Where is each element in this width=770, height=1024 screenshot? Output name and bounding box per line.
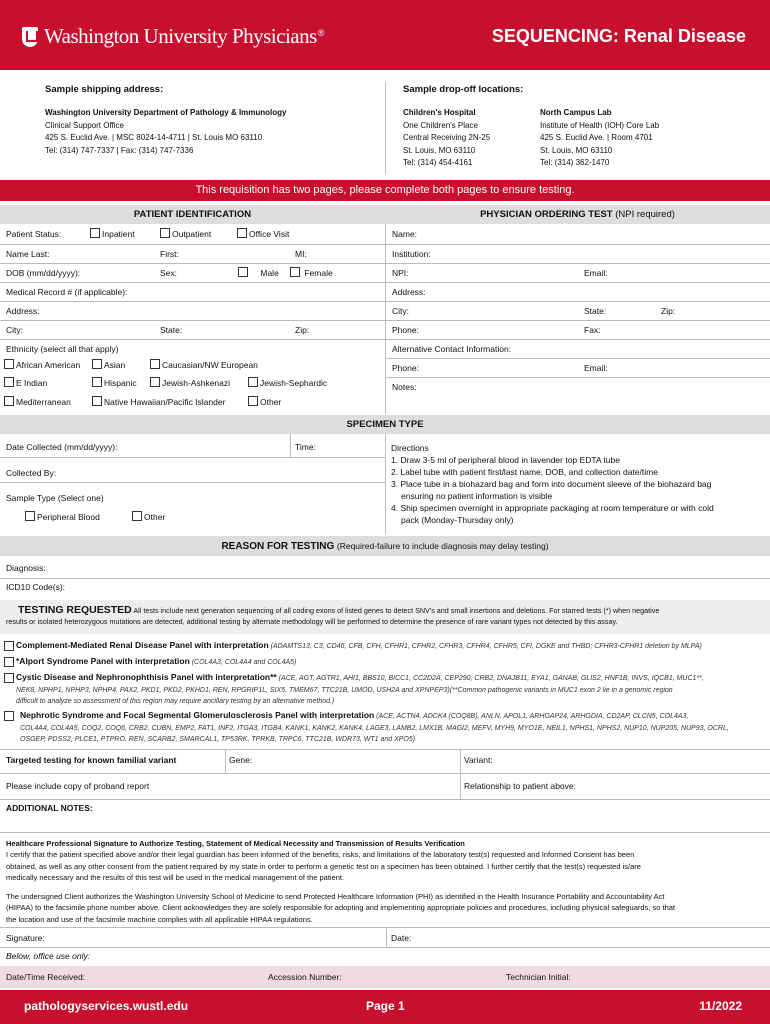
page-title: SEQUENCING: Renal Disease <box>491 26 746 46</box>
test-genes: NEK8, NPHP1, NPHP3, NPHP4, PAX2, PKD1, PKD2, PKHD1, REN, RPGRIP1L, SIX5, TMEM67, TTC21B, UMOD, USH2A and XPNPEP3)(**Common pathogenic variants in MUC1 exon 2 lie in a genomic region <box>16 686 673 694</box>
mrn-field[interactable] <box>0 282 385 301</box>
peripheral-blood-checkbox[interactable] <box>25 511 35 521</box>
test-name: Complement-Mediated Renal Disease Panel with interpretation <box>16 640 269 650</box>
shield-icon <box>22 27 38 47</box>
gene-label: Gene: <box>229 755 253 765</box>
technician-label: Technician Initial: <box>506 972 571 982</box>
test-genes: (ADAMTS13, C3, CD46, CFB, CFH, CFHR1, CFHR2, CFHR3, CFHR4, CFHR5, CFI, DGKE and THBD; CFHR3-CFHR1 deletion by MLPA) <box>270 643 702 650</box>
divider <box>225 749 226 773</box>
loc-line: St. Louis, MO 63110 <box>540 145 613 155</box>
divider <box>386 927 387 947</box>
test-genes: (COL4A3, COL4A4 and COL4A5) <box>191 659 297 666</box>
state-label: State: <box>160 325 183 335</box>
test-checkbox[interactable] <box>4 641 14 651</box>
dropoff-heading: Sample drop-off locations: <box>403 84 524 95</box>
alt-contact-heading <box>386 339 770 358</box>
sample-other-checkbox[interactable] <box>132 511 142 521</box>
statement-line: the location and use of the facsimile machine complies with all applicable HIPAA regulations. <box>6 914 313 924</box>
shipping-heading: Sample shipping address: <box>45 84 164 95</box>
specimen-heading: SPECIMEN TYPE <box>0 415 770 434</box>
tests-note: All tests include next generation sequencing of all coding exons of listed genes to detect SNV's and small insertions and deletions. For starred tests (*) when negative <box>133 606 660 615</box>
notes-area[interactable] <box>0 818 770 832</box>
direction-step: 3. Place tube in a biohazard bag and form into document sleeve of the biohazard bag <box>391 479 712 489</box>
reason-sub: (Required-failure to include diagnosis may delay testing) <box>336 541 549 551</box>
page-number: Page 1 <box>366 999 405 1013</box>
notes-field[interactable] <box>386 377 770 396</box>
directions-title: Directions <box>391 443 429 453</box>
collected-by-label: Collected By: <box>6 468 57 478</box>
divider <box>0 578 770 579</box>
dropoff-loc1 <box>403 107 490 170</box>
statement-line: The undersigned Client authorizes the Washington University School of Medicine to send Protected Healthcare Information (PHI) as identified in the Health Insurance Portability and Accountability Act <box>6 892 665 902</box>
tests-title: TESTING REQUESTED <box>18 604 132 616</box>
patient-section <box>0 225 385 414</box>
footer-url[interactable]: pathologyservices.wustl.edu <box>24 999 189 1013</box>
specimen-directions <box>391 442 766 526</box>
test-genes: (ACE, ACTN4, ADCK4 (COQ8B), ANLN, APOL1, ARHGAP24, ARHGDIA, CD2AP, CLCN5, COL4A3, <box>376 713 689 720</box>
sample-type-heading <box>0 482 385 507</box>
tests-list <box>4 640 766 748</box>
sample-other-label: Other <box>144 512 166 522</box>
eth-label: Hispanic <box>104 378 137 388</box>
eth-label: Asian <box>104 360 126 370</box>
page-header <box>0 0 770 70</box>
eth-label: Jewish-Sephardic <box>260 378 328 388</box>
test-name: Cystic Disease and Nephronophthisis Panel with interpretation** <box>16 672 277 682</box>
office-visit-label: Office Visit <box>249 229 290 239</box>
office-use-row <box>0 966 770 988</box>
direction-step: 1. Draw 3-5 ml of peripheral blood in lavender top EDTA tube <box>391 455 620 465</box>
signature-title: Healthcare Professional Signature to Authorize Testing, Statement of Medical Necessity and Transmission of Results Verification <box>6 839 465 848</box>
reason-title: REASON FOR TESTING <box>221 541 335 552</box>
test-name: Nephrotic Syndrome and Focal Segmental Glomerulosclerosis Panel with interpretation <box>20 710 375 720</box>
diagnosis-field[interactable] <box>6 563 46 573</box>
phys-address-label: Address: <box>392 287 426 297</box>
phys-name-label: Name: <box>392 229 418 239</box>
loc-line: Tel: (314) 454-4161 <box>403 158 473 167</box>
eth-checkbox[interactable] <box>92 359 102 369</box>
shipping-line: Clinical Support Office <box>45 120 124 130</box>
loc-line: Central Receiving 2N-25 <box>403 133 491 142</box>
eth-label: African American <box>16 360 81 370</box>
eth-label: Mediterranean <box>16 397 71 407</box>
loc-name: Children's Hospital <box>403 108 476 117</box>
eth-label: Jewish-Ashkenazi <box>162 378 231 388</box>
variant-field[interactable] <box>464 755 493 765</box>
outpatient-label: Outpatient <box>172 229 212 239</box>
notes-label: Notes: <box>392 382 417 392</box>
test-genes: (ACE, AGT, AGTR1, AHI1, BBS10, BICC1, CC2D2A, CEP290, CRB2, DNAJB11, EYA1, GANAB, GLIS2, HNF1B, INVS, IQCB1, MUC1**, <box>278 675 704 682</box>
two-page-banner: This requisition has two pages, please complete both pages to ensure testing. <box>0 180 770 201</box>
additional-notes-title: ADDITIONAL NOTES: <box>6 803 93 813</box>
date-collected-field[interactable] <box>0 438 385 457</box>
statement-line: obtained, as well as any other consent from the patient required by my state in order to perform a genetic test on a specimen has been obtained. I further certify that the test(s) requested is/are <box>6 861 641 871</box>
address-field[interactable] <box>0 301 385 320</box>
page-footer <box>0 990 770 1024</box>
name-last-label: Name Last: <box>6 249 50 259</box>
institution-label: Institution: <box>392 249 431 259</box>
relationship-label: Relationship to patient above: <box>464 781 576 791</box>
eth-label: E Indian <box>16 378 48 388</box>
divider <box>0 947 770 948</box>
phys-name-field[interactable] <box>386 225 770 244</box>
direction-step: ensuring no patient information is visible <box>401 491 553 501</box>
reason-heading <box>0 536 770 556</box>
mrn-label: Medical Record # (if applicable): <box>6 287 128 297</box>
direction-step: 4. Ship specimen overnight in appropriate packaging at room temperature or with cold <box>391 503 714 513</box>
collected-by-field[interactable] <box>0 457 385 482</box>
office-use-title: Below, office use only: <box>6 951 91 961</box>
address-label: Address: <box>6 306 40 316</box>
shipping-line: 425 S. Euclid Ave. | MSC 8024-14-4711 | St. Louis MO 63110 <box>45 133 263 142</box>
eth-checkbox[interactable] <box>92 377 102 387</box>
inpatient-label: Inpatient <box>102 229 135 239</box>
dob-label: DOB (mm/dd/yyyy): <box>6 268 81 278</box>
date-collected-label: Date Collected (mm/dd/yyyy): <box>6 442 118 452</box>
city-label: City: <box>6 325 23 335</box>
statement-line: I certify that the patient specified above and/or their legal guardian has been informed of the benefits, risks, and limitations of the laboratory test(s) requested and Informed Consent has been <box>6 850 635 860</box>
divider <box>0 773 770 774</box>
test-genes: OSGEP, PDSS2, PLCE1, PTPRO, REN, SCARB2, SMARCAL1, TP53RK, TPRKB, TRPC6, TTC21B, WDR73, WT1 and XPO5) <box>20 736 416 743</box>
sign-date-label: Date: <box>391 933 412 943</box>
loc-name: North Campus Lab <box>540 108 612 117</box>
eth-checkbox[interactable] <box>4 396 14 406</box>
female-label: Female <box>304 268 333 278</box>
loc-line: St. Louis, MO 63110 <box>403 145 476 155</box>
patient-id-heading: PATIENT IDENTIFICATION <box>0 205 385 224</box>
dob-field[interactable] <box>0 263 385 282</box>
ethnicity-options <box>0 358 385 414</box>
female-checkbox[interactable] <box>290 267 300 277</box>
phys-state-label: State: <box>584 306 607 316</box>
mi-label: MI: <box>295 249 307 259</box>
accession-label: Accession Number: <box>268 972 342 982</box>
sample-type-options <box>0 507 385 529</box>
icd-field[interactable] <box>6 582 65 592</box>
logo <box>22 24 324 49</box>
phys-zip-label: Zip: <box>661 306 676 316</box>
divider <box>0 749 770 750</box>
proband-note: Please include copy of proband report <box>6 781 150 791</box>
physician-heading <box>385 205 770 224</box>
logo-text: Washington University Physicians <box>44 24 317 48</box>
phys-city-field[interactable] <box>386 301 770 320</box>
npi-field[interactable] <box>386 263 770 282</box>
phys-fax-label: Fax: <box>584 325 601 335</box>
phys-address-field[interactable] <box>386 282 770 301</box>
signature-label: Signature: <box>6 933 45 943</box>
inpatient-checkbox[interactable] <box>90 228 100 238</box>
shipping-address <box>45 107 287 157</box>
time-label: Time: <box>295 442 316 452</box>
divider <box>460 749 461 799</box>
statement-line: medically necessary and the results of this test will be used in the medical management of the patient. <box>6 872 345 882</box>
phys-phone-field[interactable] <box>386 320 770 339</box>
test-name: *Alport Syndrome Panel with interpretation <box>16 656 190 666</box>
loc-line: 425 S. Euclid Ave. | Room 4701 <box>540 133 653 142</box>
tests-heading <box>0 600 770 634</box>
divider <box>0 799 770 800</box>
phys-phone-label: Phone: <box>392 325 419 335</box>
signature-statement <box>6 838 766 925</box>
sample-type-label: Sample Type (Select one) <box>6 493 104 503</box>
logo-mark: ® <box>317 27 325 38</box>
form-date: 11/2022 <box>699 999 742 1013</box>
divider <box>290 434 291 457</box>
direction-step: 2. Label tube with patient first/last name, DOB, and collection date/time <box>391 467 658 477</box>
variant-label: Variant: <box>464 755 493 765</box>
test-genes: COL4A4, COL4A5, COQ2, COQ6, CRB2, CUBN, EMP2, FAT1, INF2, ITGA3, ITGB4, KANK1, KANK2, KANK4, LAGE3, LAMB2, LMX1B, MAGI2, MEFV, MYH9, MYO1E, NEIL1, NPHS1, NPHS2, NUP10, NUP205, NUP93, OCRL, <box>20 724 729 732</box>
eth-checkbox[interactable] <box>150 359 160 369</box>
test-checkbox[interactable] <box>4 657 14 667</box>
peripheral-blood-label: Peripheral Blood <box>37 512 100 522</box>
physician-title: PHYSICIAN ORDERING TEST <box>480 209 613 220</box>
eth-checkbox[interactable] <box>4 359 14 369</box>
office-visit-checkbox[interactable] <box>237 228 247 238</box>
statement-line: (HIPAA) to the facsimile phone number above. Client acknowledges they are solely responsible for adopting and implementing appropriate policies and procedures, including physical safeguards, so that <box>6 903 675 913</box>
diagnosis-label: Diagnosis: <box>6 563 46 573</box>
alt-email-label: Email: <box>584 363 608 373</box>
npi-label: NPI: <box>392 268 409 278</box>
specimen-left <box>0 438 385 534</box>
alt-phone-label: Phone: <box>392 363 419 373</box>
eth-label: Other <box>260 397 282 407</box>
loc-line: Tel: (314) 362-1470 <box>540 158 610 167</box>
phys-city-label: City: <box>392 306 409 316</box>
eth-checkbox[interactable] <box>92 396 102 406</box>
eth-label: Native Hawaiian/Pacific Islander <box>104 397 226 407</box>
npi-note: (NPI required) <box>615 209 675 220</box>
ethnicity-label: Ethnicity (select all that apply) <box>6 344 119 354</box>
familial-title: Targeted testing for known familial variant <box>6 755 177 765</box>
alt-phone-field[interactable] <box>386 358 770 377</box>
test-checkbox[interactable] <box>4 711 14 721</box>
dropoff-loc2 <box>540 107 659 170</box>
email-label: Email: <box>584 268 608 278</box>
eth-checkbox[interactable] <box>4 377 14 387</box>
shipping-org: Washington University Department of Pathology & Immunology <box>45 108 287 117</box>
test-checkbox[interactable] <box>4 673 14 683</box>
divider <box>0 927 770 928</box>
male-label: Male <box>260 268 279 278</box>
name-field[interactable] <box>0 244 385 263</box>
divider <box>0 457 385 458</box>
divider <box>385 434 386 534</box>
eth-checkbox[interactable] <box>150 377 160 387</box>
institution-field[interactable] <box>386 244 770 263</box>
zip-label: Zip: <box>295 325 310 335</box>
icd-label: ICD10 Code(s): <box>6 582 66 592</box>
test-genes: difficult to analyze so assessment of this region may require ancillary testing by an alternative method.) <box>16 698 335 705</box>
loc-line: Institute of Health (IOH) Core Lab <box>540 120 660 130</box>
ethnicity-heading <box>0 339 385 358</box>
loc-line: One Children's Place <box>403 120 478 130</box>
sex-label: Sex: <box>160 268 178 278</box>
first-label: First: <box>160 249 179 259</box>
eth-checkbox[interactable] <box>248 396 258 406</box>
divider <box>0 832 770 833</box>
sign-date-field[interactable] <box>391 933 411 943</box>
physician-section <box>386 225 770 396</box>
outpatient-checkbox[interactable] <box>160 228 170 238</box>
relationship-field[interactable] <box>464 781 576 791</box>
eth-label: Caucasian/NW European <box>162 360 258 370</box>
city-field[interactable] <box>0 320 385 339</box>
shipping-line: Tel: (314) 747-7337 | Fax: (314) 747-7336 <box>45 145 194 155</box>
eth-checkbox[interactable] <box>248 377 258 387</box>
divider <box>385 82 386 174</box>
date-received-label: Date/Time Received: <box>6 972 86 982</box>
alt-contact-label: Alternative Contact Information: <box>392 344 512 354</box>
signature-field[interactable] <box>6 933 45 943</box>
tests-note: results or isolated heterozygous mutations are detected, additional testing by alternate methodology will be performed to determine the presence of rare variant types not detected by this assay. <box>6 617 618 626</box>
gene-field[interactable] <box>229 755 252 765</box>
male-checkbox[interactable] <box>238 267 248 277</box>
status-label: Patient Status: <box>6 229 62 239</box>
direction-step: pack (Monday-Thursday only) <box>401 515 514 525</box>
